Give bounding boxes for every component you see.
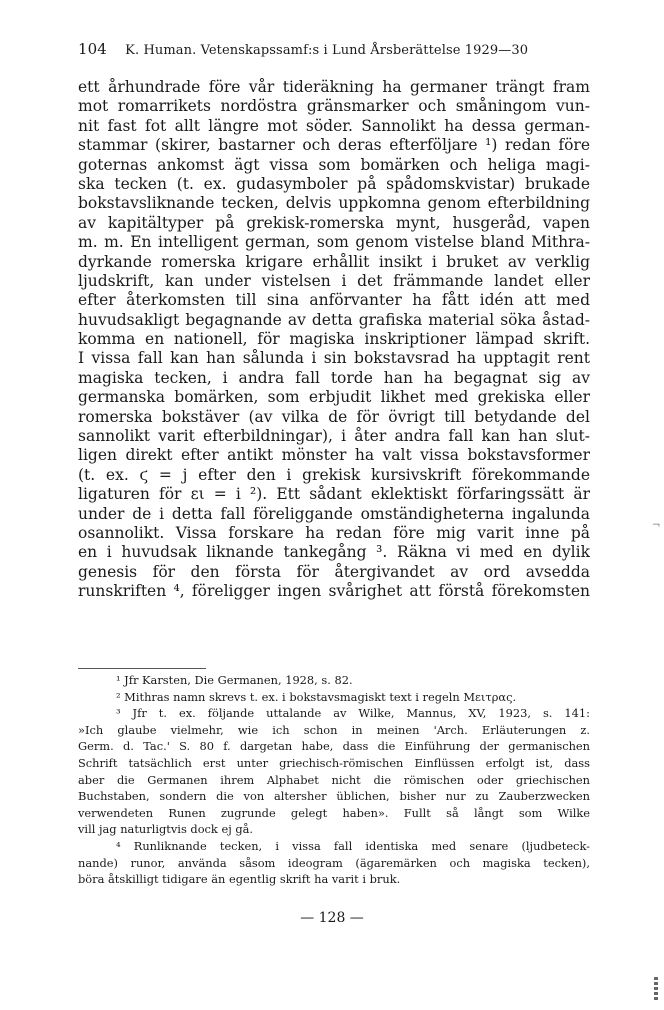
body-line: en i huvudsak liknande tankegång ³. Räkna vi med en dylik <box>78 543 590 562</box>
body-line: huvudsakligt begagnande av detta grafiska material söka åstad- <box>78 310 590 329</box>
body-line: genesis för den första för återgivandet av ord avsedda <box>78 562 590 581</box>
body-line: nit fast fot allt längre mot söder. Sannolikt ha dessa german- <box>78 116 590 135</box>
footnote-divider <box>78 668 206 669</box>
body-line: sannolikt varit efterbildningar), i åter andra fall kan han slut- <box>78 427 590 446</box>
footnote-line: vill jag naturligtvis dock ej gå. <box>78 822 254 837</box>
footnote-line: verwendeten Runen zugrunde gelegt haben». Fullt så långt som Wilke <box>78 805 590 820</box>
body-line: stammar (skirer, bastarner och deras efterföljare ¹) redan före <box>78 136 590 155</box>
body-line: runskriften ⁴, föreligger ingen svårighet att förstå förekomsten <box>78 582 590 601</box>
running-header <box>78 40 598 58</box>
body-line: germanska bomärken, som erbjudit likhet med grekiska eller <box>78 388 590 407</box>
body-line: under de i detta fall föreliggande omständigheterna ingalunda <box>78 504 590 523</box>
body-line: ett århundrade före vår tideräkning ha germaner trängt fram <box>78 78 590 96</box>
body-line: magiska tecken, i andra fall torde han ha begagnat sig av <box>78 368 590 387</box>
body-line: ljudskrift, kan under vistelsen i det främmande landet eller <box>78 271 590 290</box>
footnote-line: »Ich glaube vielmehr, wie ich schon in meinen 'Arch. Erläuterungen z. <box>78 722 590 737</box>
footnote-line: Schrift tatsächlich erst unter griechisch-römischen Einflüssen erfolgt ist, dass <box>78 755 590 770</box>
body-line: efter återkomsten till sina anförvanter ha fått idén att med <box>78 291 590 310</box>
body-line: komma en nationell, för magiska inskriptioner lämpad skrift. <box>78 330 590 349</box>
body-line: mot romarrikets nordöstra gränsmarker och småningom vun- <box>78 97 590 116</box>
body-line: romerska bokstäver (av vilka de för övrigt till betydande del <box>78 407 590 426</box>
body-line: bokstavsliknande tecken, delvis uppkomna genom efterbildning <box>78 194 590 213</box>
body-line: ligaturen för ει = i ²). Ett sådant eklektiskt förfaringssätt är <box>78 485 590 504</box>
margin-mark: ¬ <box>652 520 661 531</box>
body-line: osannolikt. Vissa forskare ha redan före mig varit inne på <box>78 523 590 542</box>
footnote-1: ¹ Jfr Karsten, Die Germanen, 1928, s. 82. <box>116 673 353 687</box>
footnotes <box>78 672 590 888</box>
body-text <box>78 78 590 602</box>
body-line: goternas ankomst ägt vissa som bomärken och heliga magi- <box>78 155 590 174</box>
body-line: (t. ex. ϛ = j efter den i grekisk kursivskrift förekommande <box>78 465 590 484</box>
footnote-4: ⁴ Runliknande tecken, i vissa fall identiska med senare (ljudbeteck- <box>116 838 590 853</box>
body-line: ligen direkt efter antikt mönster ha valt vissa bokstavsformer <box>78 446 590 465</box>
body-line: m. m. En intelligent german, som genom vistelse bland Mithra- <box>78 233 590 252</box>
scan-edge-marks <box>652 975 660 1005</box>
body-line: ska tecken (t. ex. gudasymboler på spådomskvistar) brukade <box>78 174 590 193</box>
page-number: 104 <box>78 40 107 58</box>
body-line: dyrkande romerska krigare erhållit insikt i bruket av verklig <box>78 252 590 271</box>
body-line: I vissa fall kan han sålunda i sin bokstavsrad ha upptagit rent <box>78 349 590 368</box>
footnote-line: aber die Germanen ihrem Alphabet nicht die römischen oder griechischen <box>78 772 590 787</box>
sheet-number: — 128 — <box>300 910 364 926</box>
footnote-line: böra åtskilligt tidigare än egentlig skrift ha varit i bruk. <box>78 872 401 887</box>
footnote-line: Germ. d. Tac.' S. 80 f. dargetan habe, dass die Einführung der germanischen <box>78 739 590 754</box>
footnote-line: Buchstaben, sondern die von altersher üblichen, bisher nur zu Zauberzwecken <box>78 789 590 804</box>
footnote-2: ² Mithras namn skrevs t. ex. i bokstavsmagiskt text i regeln Μειτρας. <box>116 689 517 704</box>
body-line: av kapitältyper på grekisk-romerska mynt, husgeråd, vapen <box>78 213 590 232</box>
footnote-3: ³ Jfr t. ex. följande uttalande av Wilke, Mannus, XV, 1923, s. 141: <box>116 706 590 721</box>
footnote-line: nande) runor, använda såsom ideogram (ägaremärken och magiska tecken), <box>78 855 590 870</box>
running-title: K. Human. Vetenskapssamf:s i Lund Årsberättelse 1929—30 <box>125 43 529 58</box>
